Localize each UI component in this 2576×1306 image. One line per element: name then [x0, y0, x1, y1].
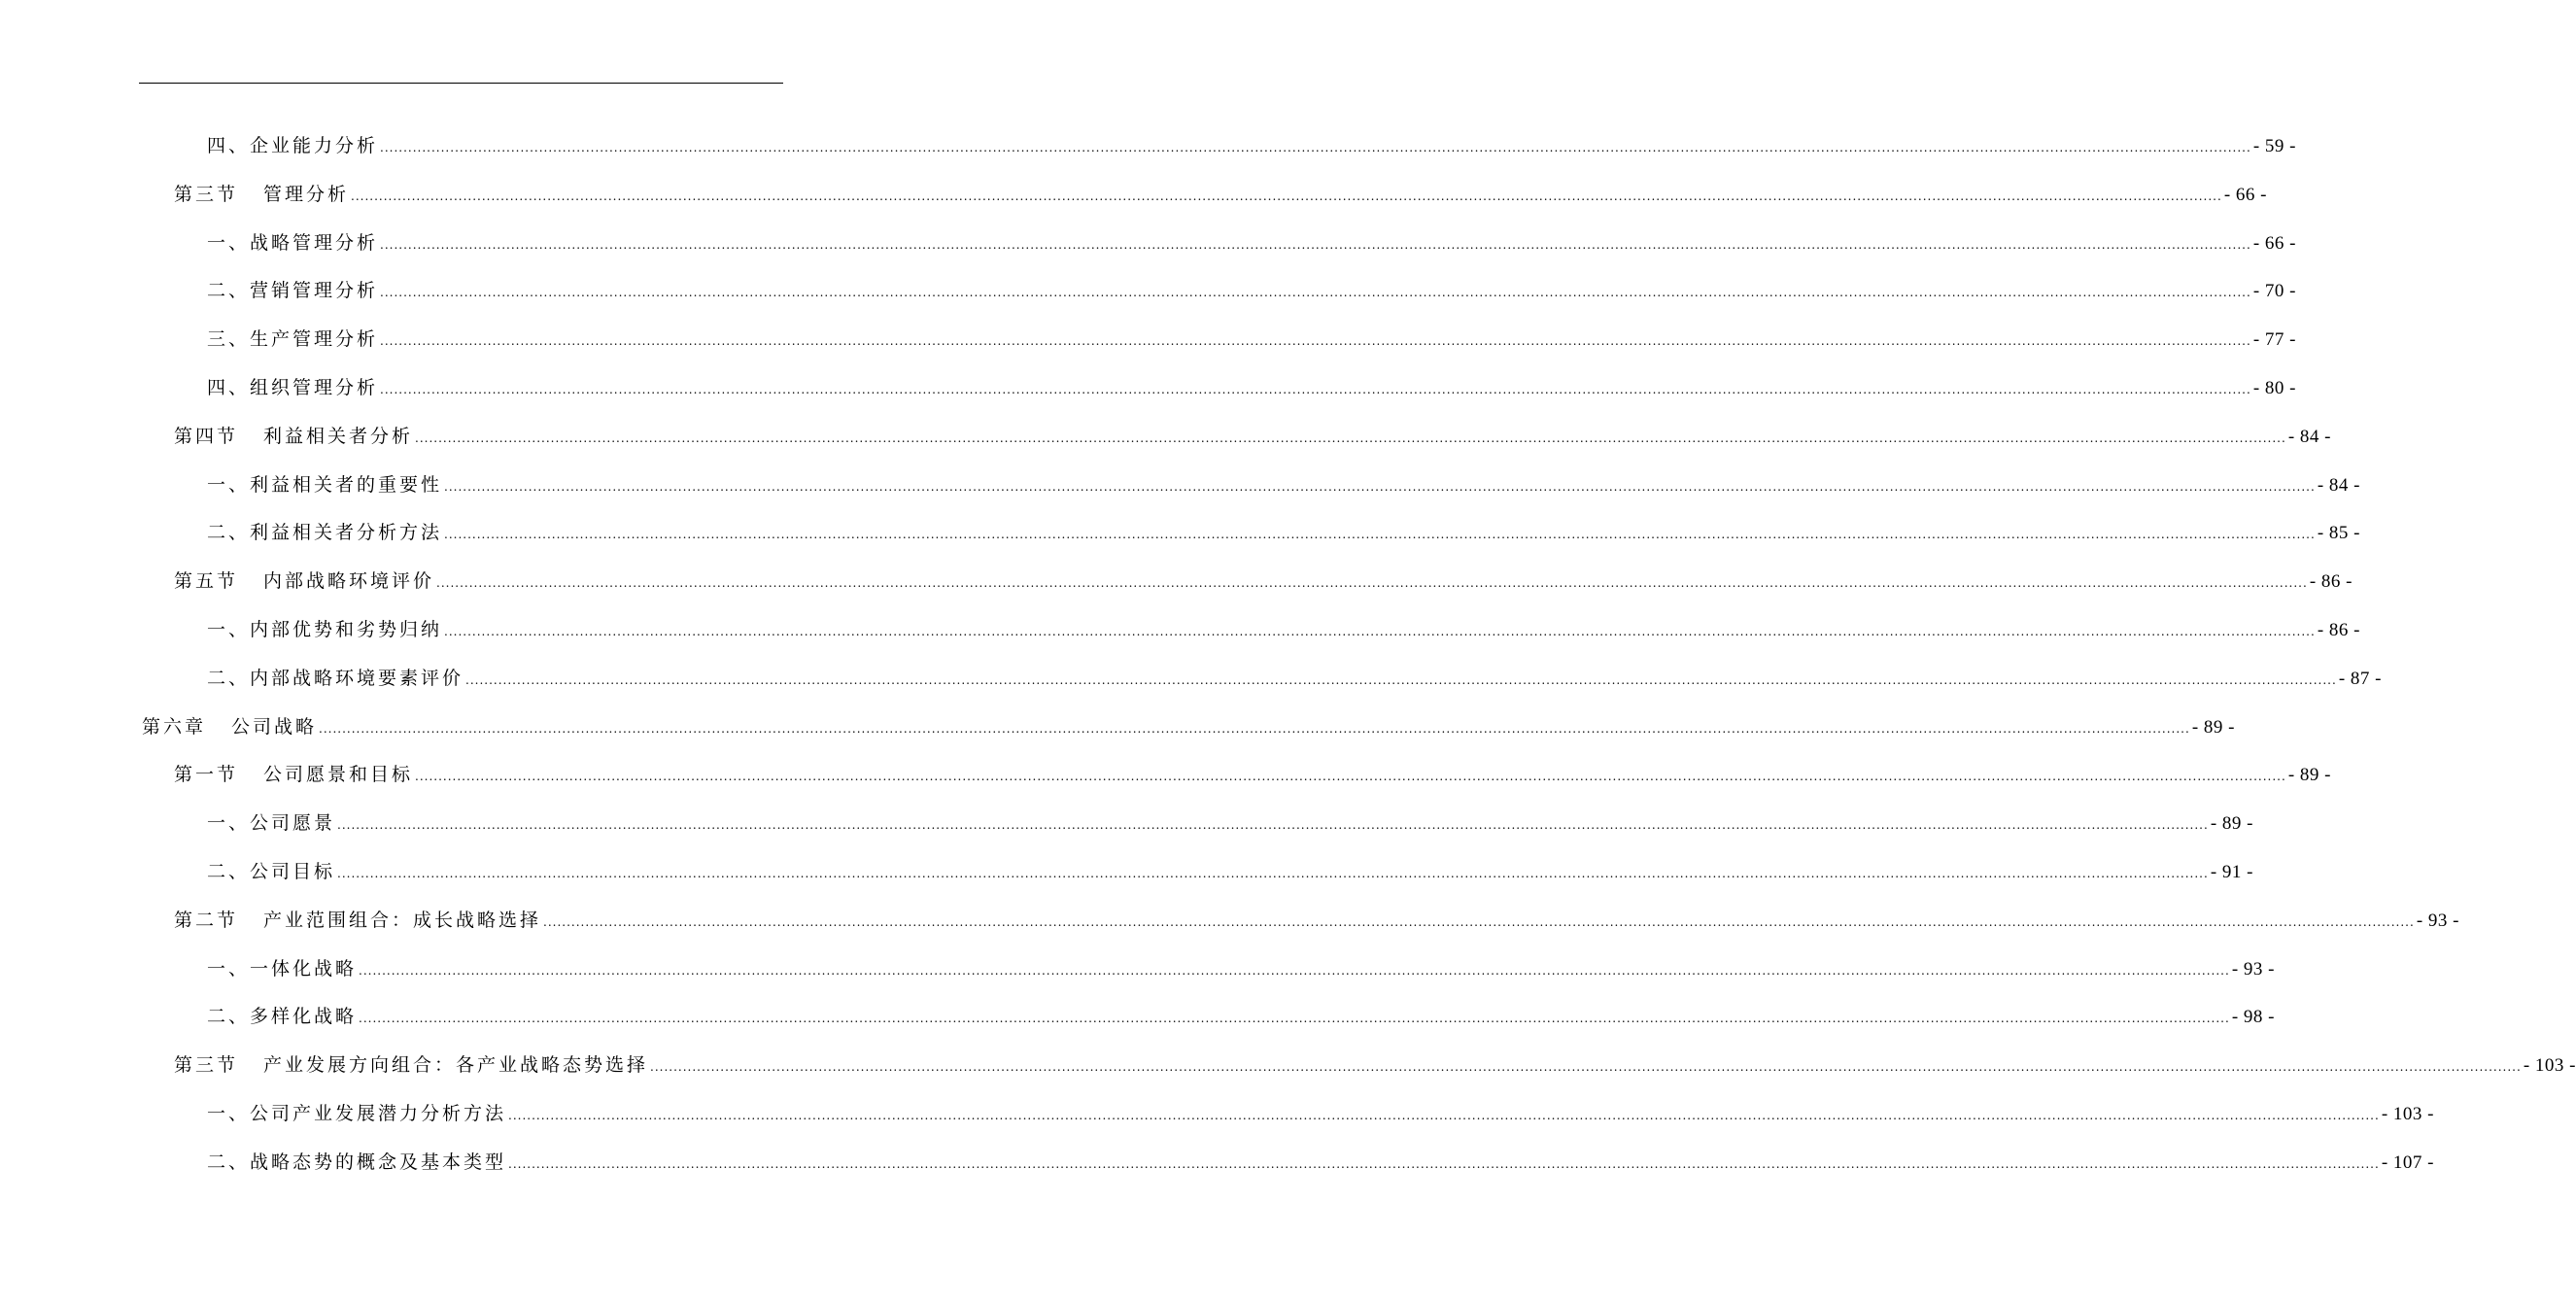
toc-entry[interactable]: [207, 664, 2382, 693]
dot-leader: ................................................................................................................................................................................................................................................................................................................................................................................................................: [508, 1109, 2380, 1122]
toc-entry[interactable]: [207, 615, 2360, 644]
toc-entry-title: [174, 760, 413, 789]
dot-leader: ................................................................................................................................................................................................................................................................................................................................................................................................................: [415, 770, 2286, 784]
toc-entry-page: - 87 -: [2338, 668, 2382, 689]
toc-entry-title: [207, 1148, 506, 1177]
toc-entry-title: [207, 664, 464, 693]
toc-entry-title: [207, 615, 442, 644]
toc-entry-text: 一体化战略: [250, 957, 358, 980]
dot-leader: ................................................................................................................................................................................................................................................................................................................................................................................................................: [359, 963, 2230, 978]
toc-entry-page: - 84 -: [2317, 474, 2360, 496]
toc-entry-number: 一、: [207, 619, 251, 640]
toc-entry[interactable]: [207, 131, 2296, 160]
toc-entry[interactable]: [207, 1002, 2275, 1031]
toc-entry[interactable]: [142, 712, 2235, 741]
toc-entry-number: 第三节: [174, 183, 239, 205]
toc-entry-text: 内部战略环境评价: [263, 570, 435, 593]
toc-entry[interactable]: [174, 422, 2331, 451]
dot-leader: ................................................................................................................................................................................................................................................................................................................................................................................................................: [436, 576, 2308, 591]
toc-entry-text: 利益相关者的重要性: [250, 473, 443, 496]
toc-entry[interactable]: [207, 857, 2253, 886]
dot-leader: ................................................................................................................................................................................................................................................................................................................................................................................................................: [415, 430, 2286, 445]
toc-entry-number: 第五节: [174, 570, 239, 593]
toc-entry[interactable]: [174, 906, 2459, 935]
toc-entry[interactable]: [207, 470, 2360, 499]
toc-entry-number: 二、: [207, 1006, 251, 1028]
toc-entry-number: 四、: [207, 135, 251, 156]
toc-entry-page: - 93 -: [2231, 958, 2275, 980]
dot-leader: ................................................................................................................................................................................................................................................................................................................................................................................................................: [508, 1156, 2380, 1171]
toc-entry[interactable]: [207, 518, 2360, 547]
toc-entry-title: [207, 808, 335, 838]
toc-entry-number: 一、: [207, 812, 251, 835]
toc-entry[interactable]: [174, 567, 2353, 596]
toc-entry-title: [207, 470, 442, 499]
dot-leader: ................................................................................................................................................................................................................................................................................................................................................................................................................: [444, 625, 2316, 638]
toc-entry[interactable]: [174, 1050, 2576, 1080]
toc-entry-number: 第一节: [174, 764, 239, 786]
toc-entry[interactable]: [207, 808, 2253, 838]
toc-entry[interactable]: [207, 373, 2296, 402]
toc-entry[interactable]: [207, 276, 2296, 305]
toc-entry[interactable]: [207, 1148, 2434, 1177]
toc-entry-page: - 103 -: [2523, 1055, 2576, 1077]
toc-entry-text: 公司战略: [231, 715, 318, 738]
toc-entry[interactable]: [174, 180, 2267, 209]
toc-entry-page: - 89 -: [2191, 716, 2235, 738]
dot-leader: ................................................................................................................................................................................................................................................................................................................................................................................................................: [380, 237, 2251, 252]
toc-entry-number: 一、: [207, 1103, 251, 1124]
dot-leader: ................................................................................................................................................................................................................................................................................................................................................................................................................: [650, 1060, 2522, 1075]
toc-entry-text: 企业能力分析: [250, 135, 379, 156]
toc-entry-number: 第四节: [174, 425, 239, 447]
toc-entry-number: 一、: [207, 957, 251, 980]
toc-entry-number: 二、: [207, 861, 251, 882]
toc-entry-page: - 77 -: [2252, 329, 2296, 351]
dot-leader: ................................................................................................................................................................................................................................................................................................................................................................................................................: [380, 141, 2251, 155]
toc-entry-title: [207, 1099, 506, 1128]
toc-entry-title: [142, 712, 317, 741]
toc-entry-text: 利益相关者分析: [263, 425, 414, 447]
toc-entry-text: 产业范围组合：成长战略选择: [263, 909, 542, 931]
toc-entry-title: [207, 857, 335, 886]
toc-entry-text: 组织管理分析: [250, 377, 379, 398]
dot-leader: ................................................................................................................................................................................................................................................................................................................................................................................................................: [359, 1012, 2230, 1026]
toc-entry-text: 内部优势和劣势归纳: [250, 619, 443, 640]
dot-leader: ................................................................................................................................................................................................................................................................................................................................................................................................................: [351, 189, 2222, 203]
toc-entry-text: 公司愿景和目标: [263, 764, 414, 786]
toc-entry-page: - 89 -: [2287, 765, 2331, 786]
toc-entry[interactable]: [207, 228, 2296, 258]
toc-entry-title: [174, 1050, 648, 1080]
toc-entry-title: [174, 422, 413, 451]
toc-entry-title: [174, 567, 434, 596]
toc-entry-text: 战略态势的概念及基本类型: [250, 1151, 507, 1173]
toc-entry-page: - 93 -: [2416, 910, 2459, 931]
toc-entry-number: 第六章: [142, 715, 207, 738]
toc-entry-text: 公司目标: [250, 861, 336, 882]
toc-entry-title: [207, 131, 378, 160]
toc-entry-text: 管理分析: [263, 183, 350, 205]
toc-entry-title: [174, 906, 541, 935]
toc-entry-page: - 85 -: [2317, 523, 2360, 544]
toc-entry-text: 生产管理分析: [250, 328, 379, 351]
toc-entry-text: 公司产业发展潜力分析方法: [250, 1103, 507, 1124]
toc-entry-number: 二、: [207, 522, 251, 544]
dot-leader: ................................................................................................................................................................................................................................................................................................................................................................................................................: [543, 914, 2415, 929]
toc-entry-number: 三、: [207, 328, 251, 351]
toc-entry-title: [207, 276, 378, 305]
toc-entry-page: - 70 -: [2252, 281, 2296, 302]
toc-entry-page: - 84 -: [2287, 426, 2331, 447]
dot-leader: ................................................................................................................................................................................................................................................................................................................................................................................................................: [380, 383, 2251, 396]
dot-leader: ................................................................................................................................................................................................................................................................................................................................................................................................................: [337, 818, 2209, 833]
toc-entry-page: - 103 -: [2381, 1104, 2434, 1124]
toc-entry-page: - 91 -: [2210, 862, 2253, 882]
toc-entry[interactable]: [207, 325, 2296, 354]
toc-entry-number: 四、: [207, 377, 251, 398]
toc-entry-number: 二、: [207, 667, 251, 689]
toc-entry-title: [207, 228, 378, 258]
toc-entry-page: - 98 -: [2231, 1007, 2275, 1028]
toc-entry-page: - 89 -: [2210, 813, 2253, 835]
toc-entry-text: 营销管理分析: [250, 280, 379, 302]
toc-entry-text: 利益相关者分析方法: [250, 522, 443, 544]
toc-entry-title: [174, 180, 349, 209]
dot-leader: ................................................................................................................................................................................................................................................................................................................................................................................................................: [444, 528, 2316, 542]
toc-entry[interactable]: [207, 954, 2275, 983]
toc-entry-text: 产业发展方向组合：各产业战略态势选择: [263, 1054, 649, 1077]
toc-entry-number: 二、: [207, 1151, 251, 1173]
toc-entry-number: 一、: [207, 473, 251, 496]
toc-entry-page: - 59 -: [2252, 136, 2296, 156]
toc-entry-number: 一、: [207, 231, 251, 254]
toc-entry-title: [207, 518, 442, 547]
toc-entry-text: 战略管理分析: [250, 231, 379, 254]
dot-leader: ................................................................................................................................................................................................................................................................................................................................................................................................................: [380, 334, 2251, 349]
toc-entry-page: - 66 -: [2252, 232, 2296, 254]
toc-entry-text: 多样化战略: [250, 1006, 358, 1028]
toc-entry[interactable]: [174, 760, 2331, 789]
toc-entry-title: [207, 954, 357, 983]
toc-entry-page: - 107 -: [2381, 1151, 2434, 1173]
toc-entry-page: - 86 -: [2309, 571, 2353, 593]
dot-leader: ................................................................................................................................................................................................................................................................................................................................................................................................................: [465, 672, 2337, 687]
toc-entry-title: [207, 325, 378, 354]
dot-leader: ................................................................................................................................................................................................................................................................................................................................................................................................................: [380, 286, 2251, 300]
toc-entry-number: 第二节: [174, 909, 239, 931]
toc-entry-text: 内部战略环境要素评价: [250, 667, 464, 689]
toc-entry-title: [207, 1002, 357, 1031]
toc-entry-text: 公司愿景: [250, 812, 336, 835]
dot-leader: ................................................................................................................................................................................................................................................................................................................................................................................................................: [444, 479, 2316, 494]
toc-entry-number: 二、: [207, 280, 251, 302]
toc-entry-page: - 86 -: [2317, 620, 2360, 640]
toc-entry-page: - 80 -: [2252, 378, 2296, 398]
toc-entry-title: [207, 373, 378, 402]
toc-entry-number: 第三节: [174, 1054, 239, 1077]
toc-entry[interactable]: [207, 1099, 2434, 1128]
dot-leader: ................................................................................................................................................................................................................................................................................................................................................................................................................: [319, 721, 2190, 736]
dot-leader: ................................................................................................................................................................................................................................................................................................................................................................................................................: [337, 867, 2209, 880]
toc-entry-page: - 66 -: [2223, 184, 2267, 205]
